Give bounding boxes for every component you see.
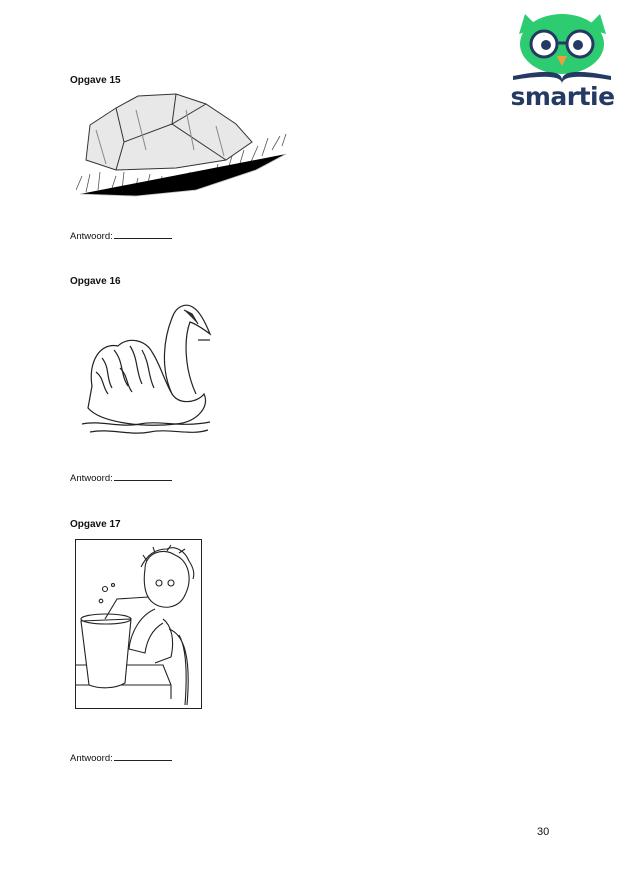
logo-wordmark: smartie (510, 82, 615, 111)
answer-label: Antwoord: (70, 753, 113, 764)
answer-label: Antwoord: (70, 473, 113, 484)
smartie-logo (505, 8, 620, 112)
answer-line[interactable] (114, 471, 172, 481)
answer-16 (70, 471, 172, 484)
boy-drinking-illustration (75, 539, 202, 714)
answer-line[interactable] (114, 751, 172, 761)
swan-illustration (80, 298, 216, 443)
owl-icon (505, 8, 620, 86)
exercise-16-heading: Opgave 16 (70, 276, 121, 287)
exercise-15-heading: Opgave 15 (70, 75, 121, 86)
exercise-17-heading: Opgave 17 (70, 519, 121, 530)
rock-illustration (76, 90, 288, 213)
answer-15 (70, 229, 172, 242)
answer-label: Antwoord: (70, 231, 113, 242)
page-number: 30 (537, 826, 550, 838)
answer-17 (70, 751, 172, 764)
answer-line[interactable] (114, 229, 172, 239)
